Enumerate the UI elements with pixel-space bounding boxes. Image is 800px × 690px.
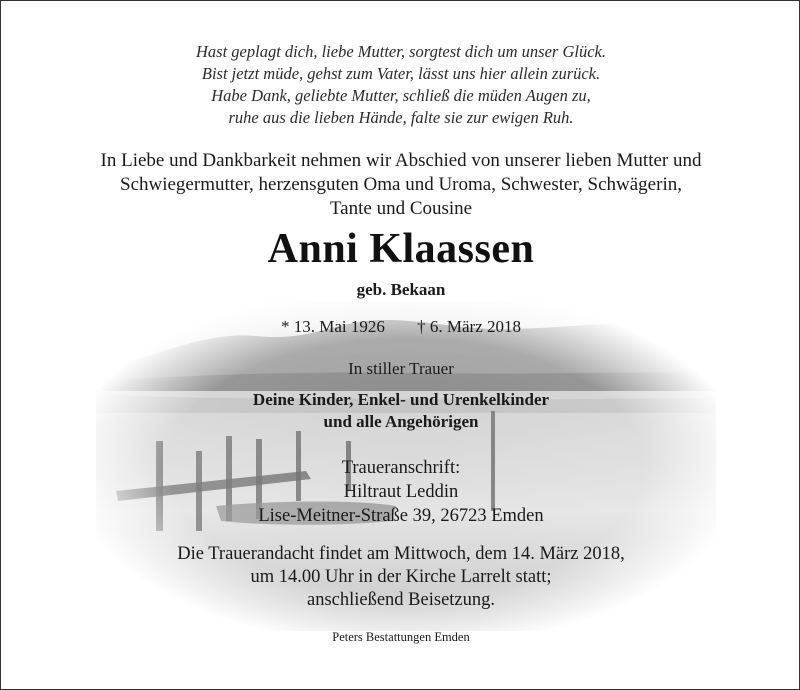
undertaker-name: Peters Bestattungen Emden <box>332 630 470 644</box>
service-line: um 14.00 Uhr in der Kirche Larrelt statt; <box>250 567 552 587</box>
mourning-heading: In stiller Trauer <box>348 359 454 378</box>
maiden-name: geb. Bekaan <box>356 280 446 299</box>
address-line: Traueranschrift: <box>341 458 461 478</box>
address-line: Lise-Meitner-Straße 39, 26723 Emden <box>258 506 544 526</box>
mourners-line: und alle Angehörigen <box>323 412 479 431</box>
intro-line: Schwiegermutter, herzensguten Oma und Uroma, Schwester, Schwägerin, <box>120 174 682 195</box>
mourners-list <box>1 389 800 433</box>
intro-line: Tante und Cousine <box>329 198 473 219</box>
mourners-line: Deine Kinder, Enkel- und Urenkelkinder <box>252 390 550 409</box>
death-date: † 6. März 2018 <box>417 317 521 336</box>
service-info <box>1 543 800 612</box>
address-line: Hiltraut Leddin <box>343 482 459 502</box>
intro-text <box>1 149 800 221</box>
poem-line: Bist jetzt müde, gehst zum Vater, lässt uns hier allein zurück. <box>201 64 601 83</box>
life-dates <box>1 317 800 337</box>
poem-line: Habe Dank, geliebte Mutter, schließ die müden Augen zu, <box>211 86 591 105</box>
poem-line: Hast geplagt dich, liebe Mutter, sorgtest dich um unser Glück. <box>196 42 606 61</box>
poem-line: ruhe aus die lieben Hände, falte sie zur ewigen Ruh. <box>228 108 574 127</box>
deceased-name: Anni Klaassen <box>267 226 535 272</box>
service-line: Die Trauerandacht findet am Mittwoch, dem 14. März 2018, <box>177 544 625 564</box>
service-line: anschließend Beisetzung. <box>306 590 496 610</box>
birth-date: * 13. Mai 1926 <box>280 317 385 336</box>
poem <box>1 41 800 129</box>
mourning-address <box>1 456 800 528</box>
intro-line: In Liebe und Dankbarkeit nehmen wir Abschied von unserer lieben Mutter und <box>100 150 702 171</box>
